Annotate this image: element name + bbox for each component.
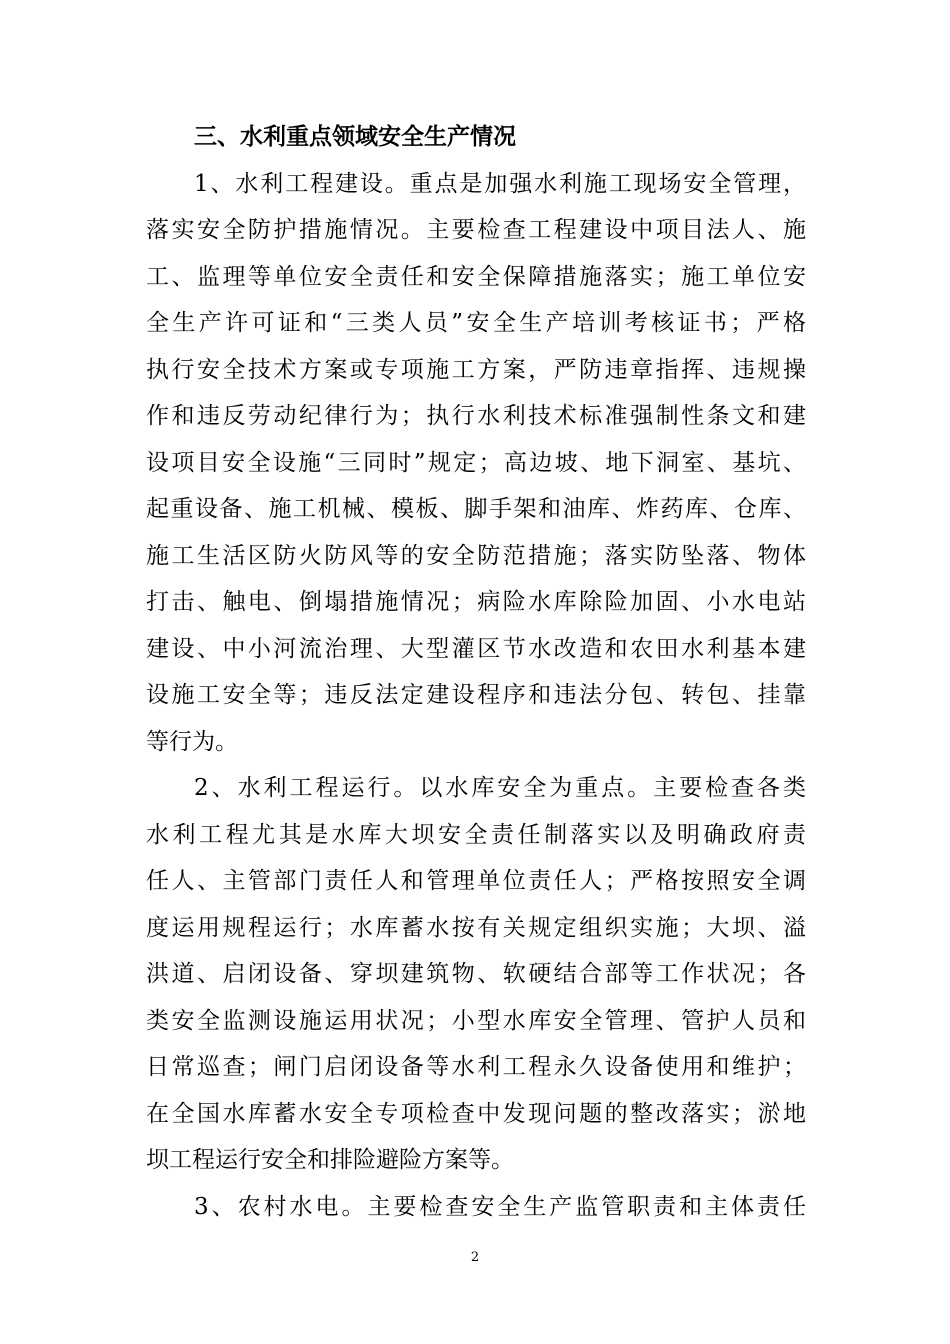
- paragraph-line: 任人、主管部门责任人和管理单位责任人；严格按照安全调: [146, 868, 806, 894]
- paragraph-engineering-operation: [146, 765, 806, 1184]
- document-body: [146, 114, 806, 1230]
- paragraph-line: 设项目安全设施“三同时”规定；高边坡、地下洞室、基坑、: [146, 449, 806, 476]
- paragraph-line: 等行为。: [146, 728, 238, 755]
- paragraph-line: 洪道、启闭设备、穿坝建筑物、软硬结合部等工作状况；各: [146, 961, 806, 987]
- paragraph-rural-hydropower: [146, 1184, 806, 1231]
- paragraph-line: 打击、触电、倒塌措施情况；病险水库除险加固、小水电站: [146, 589, 806, 615]
- paragraph-line: 水利工程尤其是水库大坝安全责任制落实以及明确政府责: [146, 821, 806, 848]
- paragraph-line: 3、农村水电。主要检查安全生产监管职责和主体责任: [194, 1193, 806, 1220]
- paragraph-line: 施工生活区防火防风等的安全防范措施；落实防坠落、物体: [146, 542, 806, 569]
- section-heading: 三、水利重点领域安全生产情况: [194, 124, 516, 150]
- paragraph-line: 日常巡查；闸门启闭设备等水利工程永久设备使用和维护；: [146, 1054, 806, 1080]
- paragraph-line: 起重设备、施工机械、模板、脚手架和油库、炸药库、仓库、: [146, 496, 806, 522]
- paragraph-line: 坝工程运行安全和排险避险方案等。: [146, 1147, 514, 1173]
- paragraph-line: 作和违反劳动纪律行为；执行水利技术标准强制性条文和建: [146, 403, 806, 429]
- paragraph-line: 设施工安全等；违反法定建设程序和违法分包、转包、挂靠: [146, 682, 806, 708]
- paragraph-line: 2、水利工程运行。以水库安全为重点。主要检查各类: [194, 775, 806, 801]
- paragraph-line: 1、水利工程建设。重点是加强水利施工现场安全管理，: [194, 170, 806, 197]
- paragraph-engineering-construction: [146, 161, 806, 766]
- paragraph-line: 落实安全防护措施情况。主要检查工程建设中项目法人、施: [146, 217, 806, 243]
- paragraph-line: 类安全监测设施运用状况；小型水库安全管理、管护人员和: [146, 1007, 806, 1034]
- page-number: 2: [470, 1250, 480, 1265]
- paragraph-line: 在全国水库蓄水安全专项检查中发现问题的整改落实；淤地: [146, 1100, 806, 1127]
- paragraph-line: 建设、中小河流治理、大型灌区节水改造和农田水利基本建: [146, 635, 806, 662]
- paragraph-line: 全生产许可证和“三类人员”安全生产培训考核证书；严格: [146, 310, 806, 336]
- paragraph-line: 执行安全技术方案或专项施工方案，严防违章指挥、违规操: [146, 356, 806, 383]
- paragraph-line: 工、监理等单位安全责任和安全保障措施落实；施工单位安: [146, 263, 806, 290]
- paragraph-line: 度运用规程运行；水库蓄水按有关规定组织实施；大坝、溢: [146, 914, 806, 941]
